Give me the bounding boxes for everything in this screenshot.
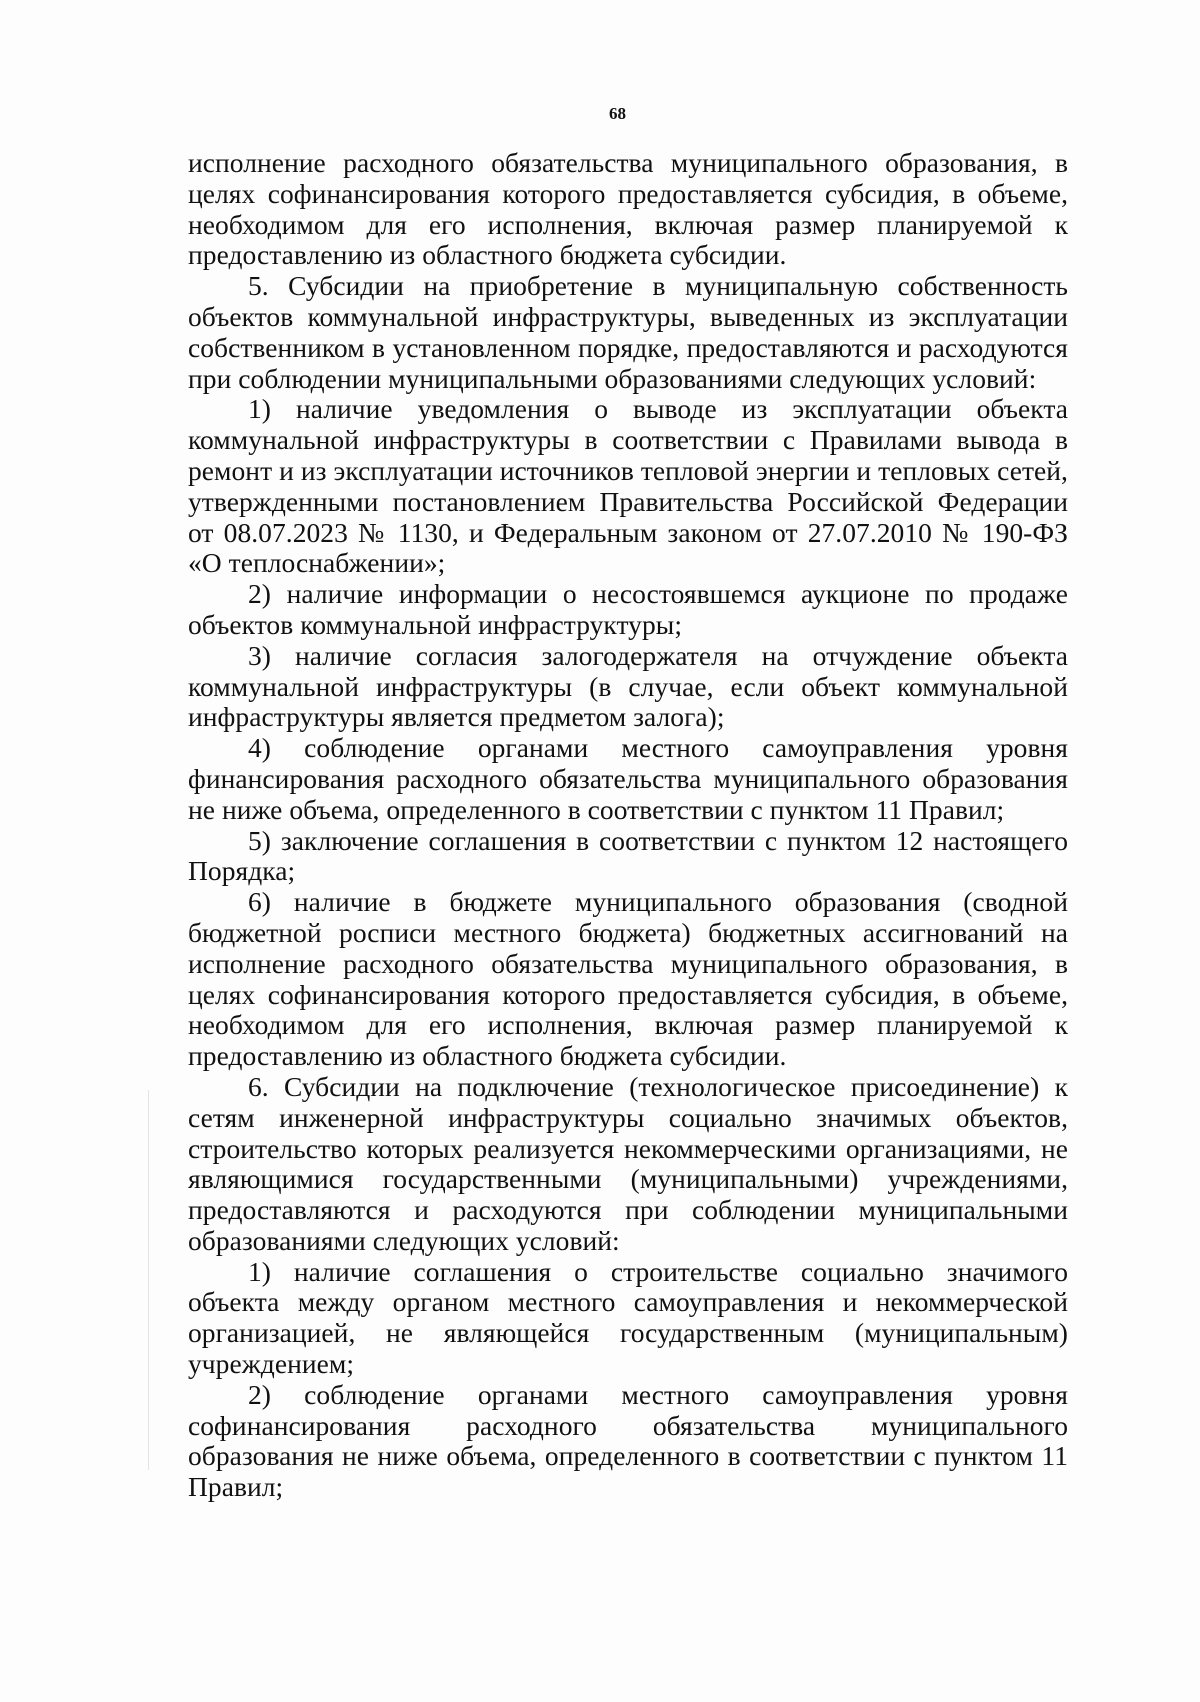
document-body (188, 148, 1068, 1503)
paragraph-clause-5: 5. Субсидии на приобретение в муниципальную собственность объектов коммунальной инфраструктуры, выведенных из эксплуатации собственником в установленном порядке, предоставляются и расходуются при соблюдении муниципальными образованиями следующих условий: (188, 270, 1068, 394)
paragraph-clause-5-item-1: 1) наличие уведомления о выводе из эксплуатации объекта коммунальной инфраструктуры в соответствии с Правилами вывода в ремонт и из эксплуатации источников тепловой энергии и тепловых сетей, утвержденными постановлением Правительства Российской Федерации от 08.07.2023 № 1130, и Федеральным законом от 27.07.2010 № 190-ФЗ «О теплоснабжении»; (188, 393, 1068, 579)
paragraph-clause-5-item-4: 4) соблюдение органами местного самоуправления уровня финансирования расходного обязательства муниципального образования не ниже объема, определенного в соответствии с пунктом 11 Правил; (188, 732, 1068, 825)
paragraph-clause-6: 6. Субсидии на подключение (технологическое присоединение) к сетям инженерной инфраструктуры социально значимых объектов, строительство которых реализуется некоммерческими организациями, не являющимися государственными (муниципальными) учреждениями, предоставляются и расходуются при соблюдении муниципальными образованиями следующих условий: (188, 1070, 1068, 1256)
paragraph-clause-5-item-6: 6) наличие в бюджете муниципального образования (сводной бюджетной росписи местного бюджета) бюджетных ассигнований на исполнение расходного обязательства муниципального образования, в целях софинансирования которого предоставляется субсидия, в объеме, необходимом для его исполнения, включая размер планируемой к предоставлению из областного бюджета субсидии. (188, 886, 1068, 1072)
paragraph-clause-5-item-3: 3) наличие согласия залогодержателя на отчуждение объекта коммунальной инфраструктуры (в случае, если объект коммунальной инфраструктуры является предметом залога); (188, 639, 1068, 733)
paragraph-clause-5-item-5: 5) заключение соглашения в соответствии с пунктом 12 настоящего Порядка; (188, 824, 1068, 887)
page-number: 68 (609, 104, 626, 123)
scan-edge-line (148, 1090, 149, 1470)
paragraph-clause-6-item-2: 2) соблюдение органами местного самоуправления уровня софинансирования расходного обязательства муниципального образования не ниже объема, определенного в соответствии с пунктом 11 Правил; (188, 1378, 1068, 1503)
paragraph-clause-6-item-1: 1) наличие соглашения о строительстве социально значимого объекта между органом местного самоуправления и некоммерческой организацией, не являющейся государственным (муниципальным) учреждением; (188, 1255, 1068, 1380)
paragraph-continuation: исполнение расходного обязательства муниципального образования, в целях софинансирования которого предоставляется субсидия, в объеме, необходимом для его исполнения, включая размер планируемой к предоставлению из областного бюджета субсидии. (188, 147, 1068, 271)
paragraph-clause-5-item-2: 2) наличие информации о несостоявшемся аукционе по продаже объектов коммунальной инфраструктуры; (188, 578, 1068, 640)
